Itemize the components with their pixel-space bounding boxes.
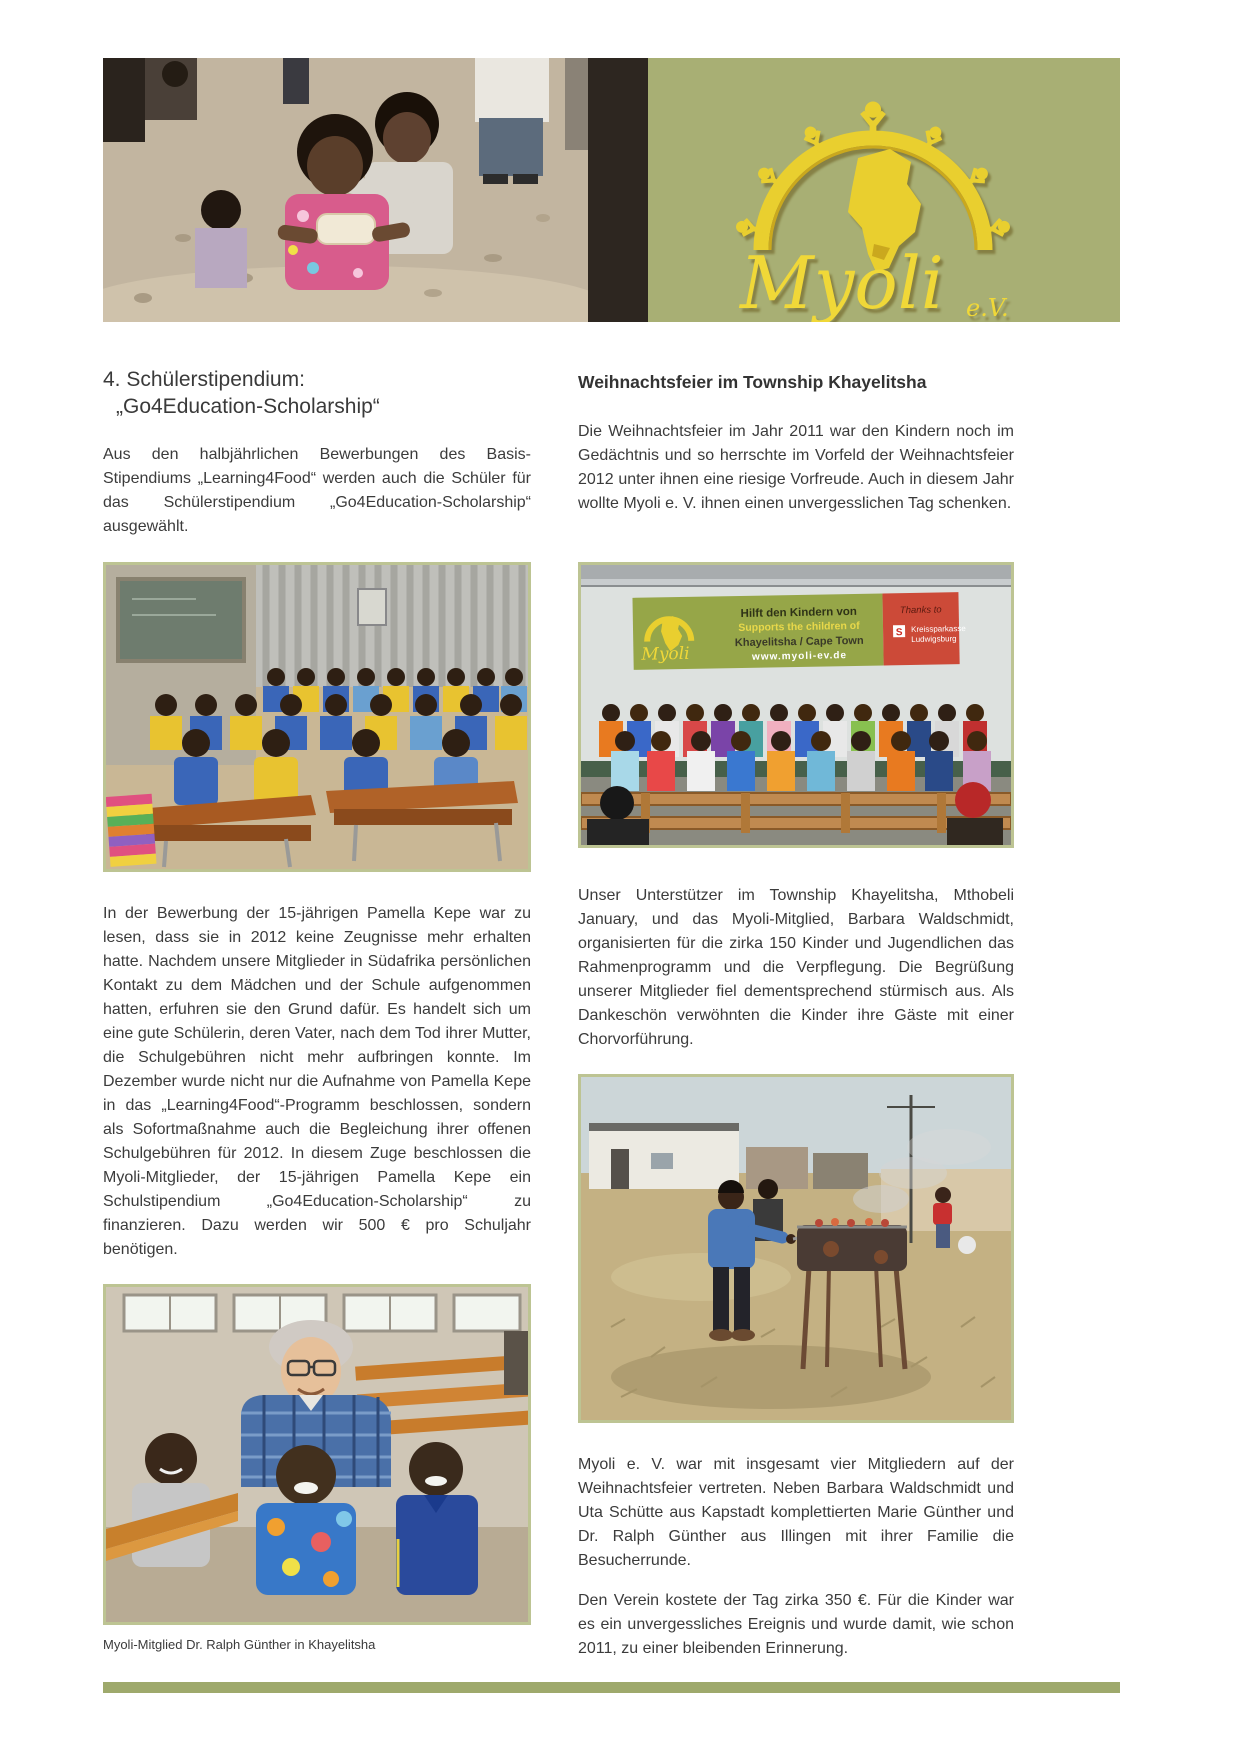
- classroom-photo-illustration: [106, 565, 528, 869]
- children-photo-illustration: [103, 58, 588, 322]
- party-photo-illustration: [581, 565, 1011, 845]
- footer-bar: [103, 1682, 1120, 1693]
- logo-wordmark: Myoli: [740, 241, 944, 322]
- ralph-photo: [103, 1284, 531, 1625]
- right-paragraph-2: Unser Unterstützer im Township Khayelitsha, Mthobeli January, und das Myoli-Mitglied, Barbara Waldschmidt, organisierten für die zirka 150 Kinder und Jugendlichen das Rahmenprogramm und die Verpflegung. Die Begrüßung unserer Mitglieder fiel dementsprechend stürmisch aus. Als Dankeschön verwöhnten die Kinder ihre Gäste mit einer Chorvorführung.: [578, 887, 1014, 1048]
- header-logo-panel: [648, 58, 1120, 322]
- right-paragraph-4: Den Verein kostete der Tag zirka 350 €. Für die Kinder war es ein unvergessliches Ereignis und wurde damit, wie schon 2011, zu einer bleibenden Erinnerung.: [578, 1592, 1014, 1657]
- logo-suffix: e.V.: [966, 294, 1009, 322]
- ralph-photo-illustration: [106, 1287, 528, 1622]
- banner-line-en: Supports the children of: [738, 619, 860, 635]
- banner-line-place: Khayelitsha / Cape Town: [734, 634, 864, 650]
- banner-thanks: Thanks to: [899, 604, 942, 617]
- header-brown-divider: [588, 58, 648, 322]
- classroom-photo: [103, 562, 531, 872]
- right-paragraph-3: Myoli e. V. war mit insgesamt vier Mitgliedern auf der Weihnachtsfeier vertreten. Neben Barbara Waldschmidt und Uta Schütte aus Kapstadt komplettierten Marie Günther und Dr. Ralph Günther aus Illingen mit ihrer Familie die Besucherrunde.: [578, 1456, 1014, 1569]
- banner-logo-text: Myoli: [641, 643, 690, 665]
- party-photo: [578, 562, 1014, 848]
- photo-caption: Myoli-Mitglied Dr. Ralph Günther in Khayelitsha: [103, 1637, 376, 1652]
- myoli-banner: [632, 592, 966, 670]
- sponsor-line2: Ludwigsburg: [911, 634, 957, 644]
- myoli-logo: [648, 58, 1120, 322]
- left-heading: [103, 366, 531, 420]
- page-header: [103, 58, 1120, 322]
- sparkasse-s-icon: S: [895, 627, 903, 639]
- left-heading-line1: 4. Schülerstipendium:: [103, 368, 305, 391]
- right-paragraph-1: Die Weihnachtsfeier im Jahr 2011 war den Kindern noch im Gedächtnis und so herrschte im Vorfeld der Weihnachtsfeier 2012 unter ihnen eine riesige Vorfreude. Auch in diesem Jahr wollte Myoli e. V. ihnen einen unvergesslichen Tag schenken.: [578, 423, 1014, 512]
- right-heading: Weihnachtsfeier im Township Khayelitsha: [578, 372, 927, 392]
- braai-photo: [578, 1074, 1014, 1423]
- left-paragraph-2: In der Bewerbung der 15-jährigen Pamella Kepe war zu lesen, dass sie in 2012 keine Zeugnisse mehr erhalten hatte. Nachdem unsere Mitglieder in Südafrika persönlichen Kontakt zu dem Mädchen und der Schule aufgenommen hatten, erfuhren sie den Grund dafür. Es handelt sich um eine gute Schülerin, deren Vater, nach dem Tod ihrer Mutter, die Schulgebühren nicht mehr aufbringen konnte. Im Dezember wurde nicht nur die Aufnahme von Pamella Kepe in das „Learning4Food“-Programm beschlossen, sondern als Sofortmaßnahme auch die Begleichung ihrer offenen Schulgebühren für 2012. In diesem Zuge beschlossen die Myoli-Mitglieder, der 15-jährigen Pamella Kepe ein Schulstipendium „Go4Education-Scholarship“ zu finanzieren. Dazu werden wir 500 € pro Schuljahr benötigen.: [103, 905, 531, 1258]
- header-photo: [103, 58, 588, 322]
- left-paragraph-1: Aus den halbjährlichen Bewerbungen des Basis-Stipendiums „Learning4Food“ werden auch die Schüler für das Schülerstipendium „Go4Education-Scholarship“ ausgewählt.: [103, 446, 531, 535]
- left-heading-line2: „Go4Education-Scholarship“: [116, 395, 380, 418]
- sponsor-line1: Kreissparkasse: [910, 624, 966, 634]
- banner-line-de: Hilft den Kindern von: [740, 605, 857, 620]
- braai-photo-illustration: [581, 1077, 1011, 1420]
- banner-url: www.myoli-ev.de: [751, 650, 848, 663]
